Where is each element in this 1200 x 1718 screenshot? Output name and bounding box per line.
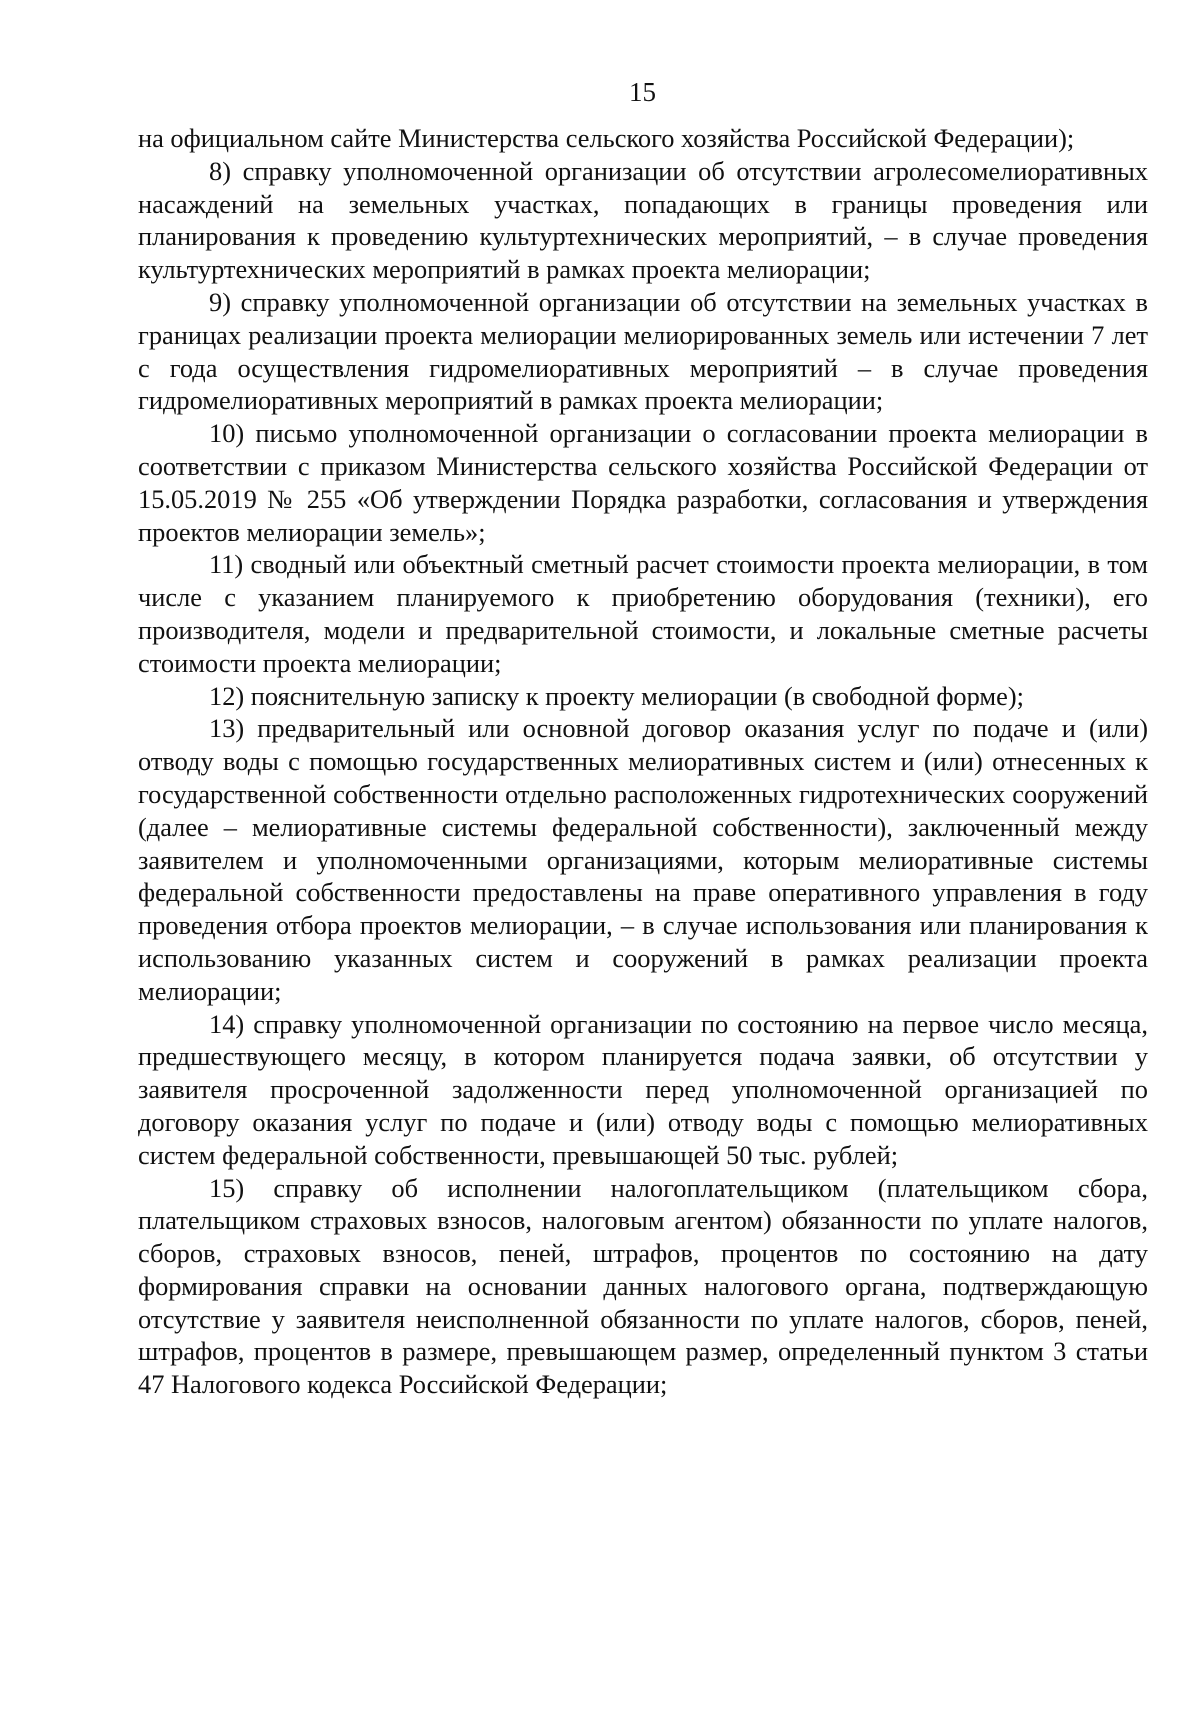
paragraph-item-11: 11) сводный или объектный сметный расчет стоимости проекта мелиорации, в том числе с указанием планируемого к приобретению оборудования (техники), его производителя, модели и предварительной стоимости, и локальные сметные расчеты стоимости проекта мелиорации; xyxy=(138,549,1148,678)
document-body xyxy=(138,122,1148,1401)
paragraph-item-12: 12) пояснительную записку к проекту мелиорации (в свободной форме); xyxy=(209,680,1024,711)
paragraph-continuation: на официальном сайте Министерства сельского хозяйства Российской Федерации); xyxy=(138,123,1075,153)
paragraph-item-15: 15) справку об исполнении налогоплательщиком (плательщиком сбора, плательщиком страховых взносов, налоговым агентом) обязанности по уплате налогов, сборов, страховых взносов, пеней, штрафов, процентов по состоянию на дату формирования справки на основании данных налогового органа, подтверждающую отсутствие у заявителя неисполненной обязанности по уплате налогов, сборов, пеней, штрафов, процентов в размере, превышающем размер, определенный пунктом 3 статьи 47 Налогового кодекса Российской Федерации; xyxy=(138,1172,1148,1400)
page-number: 15 xyxy=(629,77,656,107)
paragraph-item-10: 10) письмо уполномоченной организации о согласовании проекта мелиорации в соответствии с приказом Министерства сельского хозяйства Российской Федерации от 15.05.2019 № 255 «Об утверждении Порядка разработки, согласования и утверждения проектов мелиорации земель»; xyxy=(138,418,1148,547)
paragraph-item-13: 13) предварительный или основной договор оказания услуг по подаче и (или) отводу воды с помощью государственных мелиоративных систем и (или) отнесенных к государственной собственности отдельно расположенных гидротехнических сооружений (далее – мелиоративные системы федеральной собственности), заключенный между заявителем и уполномоченными организациями, которым мелиоративные системы федеральной собственности предоставлены на праве оперативного управления в году проведения отбора проектов мелиорации, – в случае использования или планирования к использованию указанных систем и сооружений в рамках реализации проекта мелиорации; xyxy=(138,713,1148,1006)
paragraph-item-14: 14) справку уполномоченной организации по состоянию на первое число месяца, предшествующего месяцу, в котором планируется подача заявки, об отсутствии у заявителя просроченной задолженности перед уполномоченной организацией по договору оказания услуг по подаче и (или) отводу воды с помощью мелиоративных систем федеральной собственности, превышающей 50 тыс. рублей; xyxy=(138,1008,1148,1170)
paragraph-item-8: 8) справку уполномоченной организации об отсутствии агролесомелиоративных насаждений на земельных участках, попадающих в границы проведения или планирования к проведению культуртехнических мероприятий, – в случае проведения культуртехнических мероприятий в рамках проекта мелиорации; xyxy=(138,155,1148,285)
paragraph-item-9: 9) справку уполномоченной организации об отсутствии на земельных участках в границах реализации проекта мелиорации мелиорированных земель или истечении 7 лет с года осуществления гидромелиоративных мероприятий – в случае проведения гидромелиоративных мероприятий в рамках проекта мелиорации; xyxy=(138,286,1148,416)
